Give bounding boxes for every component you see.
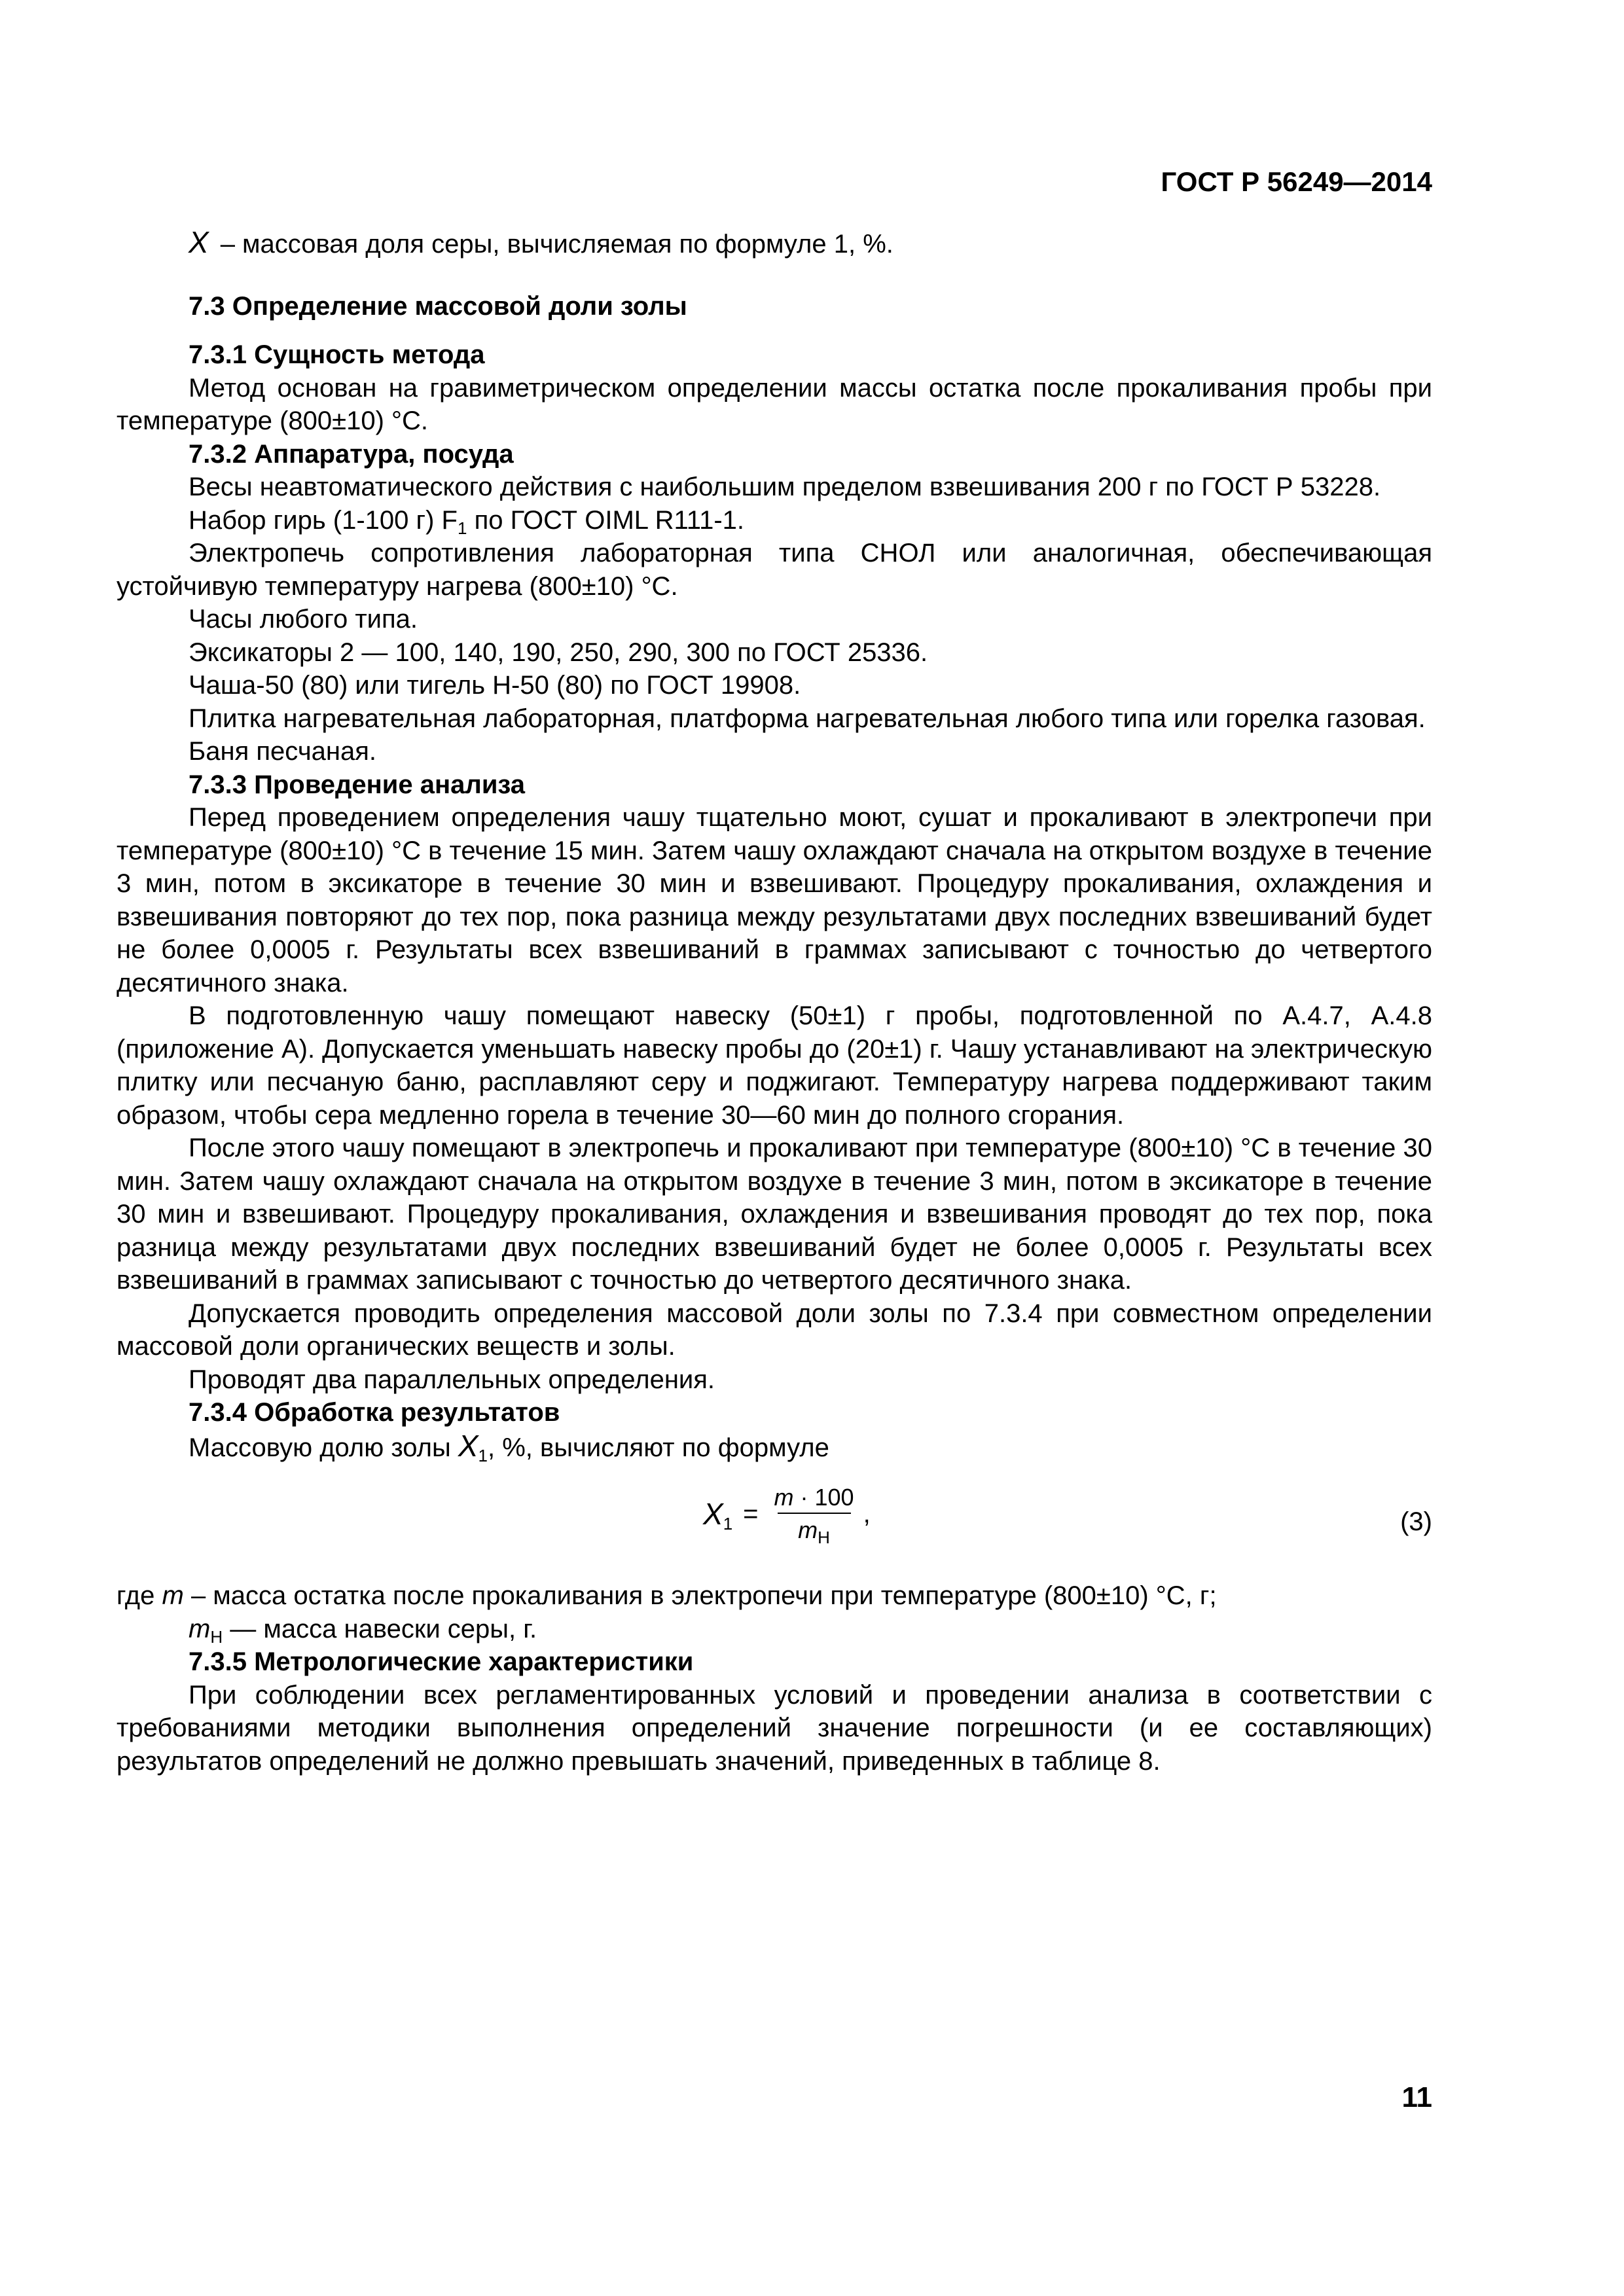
paragraph: Допускается проводить определения массовой доли золы по 7.3.4 при совместном определении массовой доли органических веществ и золы. xyxy=(117,1299,1432,1361)
paragraph: При соблюдении всех регламентированных условий и проведении анализа в соответствии с требованиями методики выполнения определений значение погрешности (и ее составляющих) результатов определений не должно превышать значений, приведенных в таблице 8. xyxy=(117,1680,1432,1776)
formula-denominator-variable: m xyxy=(798,1516,818,1543)
where-mn-text: — масса навески серы, г. xyxy=(223,1614,537,1643)
formula-lead-subscript: 1 xyxy=(478,1445,488,1465)
section-title-7-3: 7.3 Определение массовой доли золы xyxy=(189,291,687,321)
equipment-item: Часы любого типа. xyxy=(189,605,418,634)
equipment-item: Весы неавтоматического действия с наибольшим пределом взвешивания 200 г по ГОСТ Р 53228. xyxy=(189,473,1381,501)
equipment-item: Эксикаторы 2 — 100, 140, 190, 250, 290, 300 по ГОСТ 25336. xyxy=(189,637,928,667)
formula-equals: = xyxy=(743,1499,759,1528)
weights-class-subscript: 1 xyxy=(457,518,467,538)
paragraph: Метод основан на гравиметрическом определении массы остатка после прокаливания пробы при температуре (800±10) °С. xyxy=(117,373,1432,435)
where-m-symbol: m xyxy=(162,1581,184,1610)
formula-lhs xyxy=(703,1496,732,1532)
where-prefix: где xyxy=(117,1581,162,1610)
page-number: 11 xyxy=(1401,2081,1432,2113)
formula-expression xyxy=(703,1484,871,1547)
formula-numerator xyxy=(769,1484,859,1513)
equipment-item: Баня песчаная. xyxy=(189,737,377,766)
subsection-title-7-3-1: 7.3.1 Сущность метода xyxy=(189,340,485,369)
formula-lead xyxy=(117,1429,1432,1465)
where-definition-mn xyxy=(117,1613,1432,1646)
variable-symbol: X xyxy=(189,225,209,259)
formula-numerator-rest: · 100 xyxy=(793,1484,854,1511)
weights-text-end: по ГОСТ OIML R111-1. xyxy=(467,505,745,535)
where-mn-subscript: Н xyxy=(210,1626,223,1647)
document-body xyxy=(117,226,1432,1778)
formula-lead-text: Массовую долю золы xyxy=(189,1433,458,1462)
formula-numerator-variable: m xyxy=(774,1484,794,1511)
formula-number: (3) xyxy=(1400,1507,1432,1536)
paragraph: Проводят два параллельных определения. xyxy=(189,1365,715,1394)
weights-text-start: Набор гирь (1-100 г) F xyxy=(189,505,458,535)
variable-definition xyxy=(117,226,1432,261)
formula-lhs-variable: X xyxy=(703,1497,723,1531)
formula-lead-variable: X xyxy=(458,1428,478,1463)
formula-comma: , xyxy=(863,1499,871,1528)
formula-lhs-subscript: 1 xyxy=(723,1514,733,1534)
where-definition-m xyxy=(117,1579,1432,1613)
subsection-title-7-3-3: 7.3.3 Проведение анализа xyxy=(189,770,526,799)
subsection-title-7-3-4: 7.3.4 Обработка результатов xyxy=(189,1398,560,1427)
where-mn-symbol: m xyxy=(189,1614,211,1643)
paragraph: После этого чашу помещают в электропечь и прокаливают при температуре (800±10) °С в течение 30 мин. Затем чашу охлаждают сначала на открытом воздухе в течение 3 мин, потом в эксикаторе в течение 30 мин и взвешивают. Процедуру прокаливания, охлаждения и взвешивания проводят до тех пор, пока разница между результатами двух последних взвешиваний будет не более 0,0005 г. Результаты всех взвешиваний в граммах записывают с точностью до четвертого десятичного знака. xyxy=(117,1134,1432,1295)
equipment-item: Чаша-50 (80) или тигель Н-50 (80) по ГОСТ 19908. xyxy=(189,671,801,700)
variable-description: – массовая доля серы, вычисляемая по формуле 1, %. xyxy=(220,230,893,259)
formula-denominator-subscript: Н xyxy=(818,1528,830,1547)
equipment-item: Электропечь сопротивления лабораторная типа СНОЛ или аналогичная, обеспечивающая устойчивую температуру нагрева (800±10) °С. xyxy=(117,539,1432,601)
subsection-title-7-3-2: 7.3.2 Аппаратура, посуда xyxy=(189,439,514,469)
formula-denominator xyxy=(798,1514,830,1547)
formula-lead-text-end: , %, вычисляют по формуле xyxy=(487,1433,829,1462)
document-header: ГОСТ Р 56249—2014 xyxy=(1161,166,1432,197)
where-m-text: – масса остатка после прокаливания в электропечи при температуре (800±10) °С, г; xyxy=(183,1581,1217,1610)
subsection-title-7-3-5: 7.3.5 Метрологические характеристики xyxy=(189,1647,694,1676)
formula-3 xyxy=(117,1480,1432,1568)
paragraph: Перед проведением определения чашу тщательно моют, сушат и прокаливают в электропечи при температуре (800±10) °С в течение 15 мин. Затем чашу охлаждают сначала на открытом воздухе в течение 3 мин, потом в эксикаторе в течение 30 мин и взвешивают. Процедуру прокаливания, охлаждения и взвешивания повторяют до тех пор, пока разница между результатами двух последних взвешиваний будет не более 0,0005 г. Результаты всех взвешиваний в граммах записывают с точностью до четвертого десятичного знака. xyxy=(117,803,1432,997)
paragraph: В подготовленную чашу помещают навеску (50±1) г пробы, подготовленной по А.4.7, А.4.8 (приложение А). Допускается уменьшать навеску пробы до (20±1) г. Чашу устанавливают на электрическую плитку или песчаную баню, расплавляют серу и поджигают. Температуру нагрева поддерживают таким образом, чтобы сера медленно горела в течение 30—60 мин до полного сгорания. xyxy=(117,1001,1432,1130)
equipment-item-weights xyxy=(117,504,1432,537)
formula-fraction xyxy=(769,1484,859,1547)
equipment-item: Плитка нагревательная лабораторная, платформа нагревательная любого типа или горелка газовая. xyxy=(189,704,1426,733)
